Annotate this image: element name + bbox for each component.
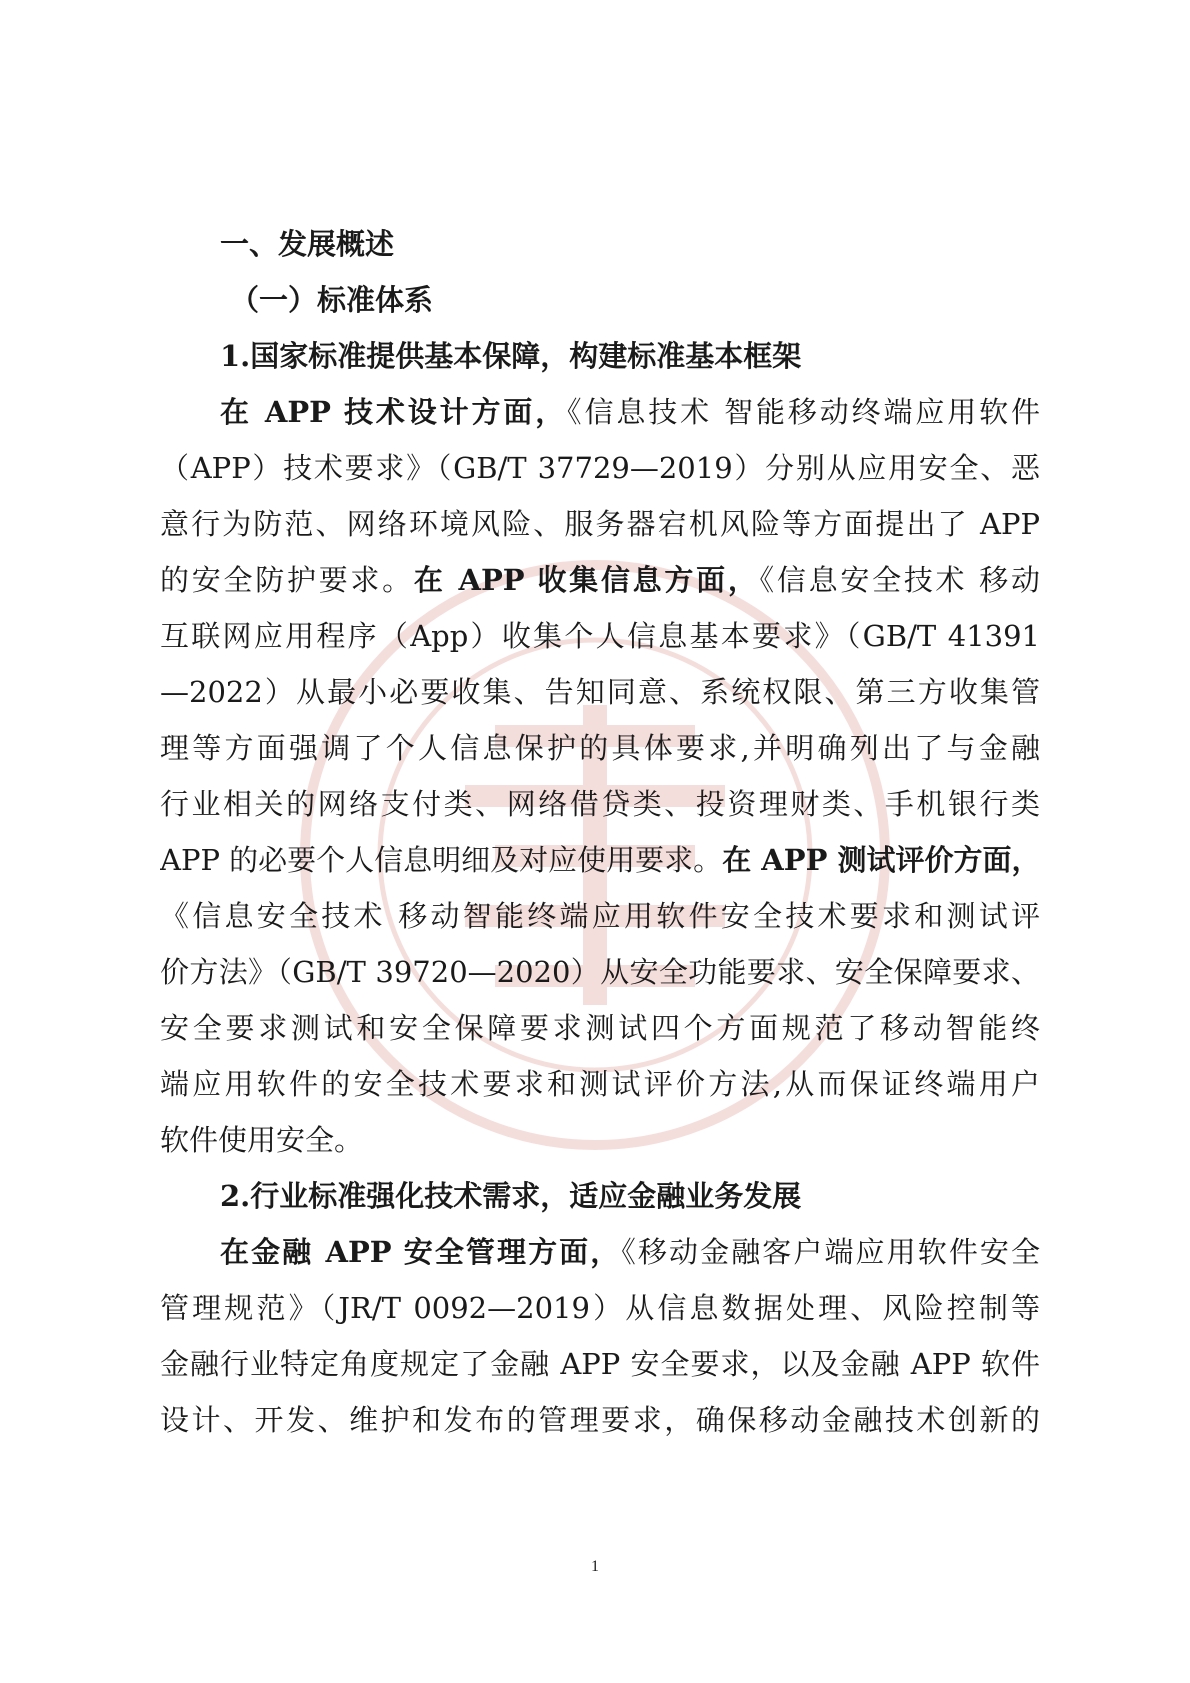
heading-level-2: （一）标准体系 — [230, 283, 434, 317]
body-text: 行业相关的网络支付类、网络借贷类、投资理财类、手机银行类 — [160, 787, 1040, 821]
paragraph-line — [160, 832, 1040, 888]
body-text: 软件使用安全。 — [160, 1123, 364, 1157]
heading-level-1: 一、发展概述 — [220, 227, 395, 261]
section-1-title: 1.国家标准提供基本保障，构建标准基本框架 — [220, 339, 802, 373]
emphasis-text: 在 APP 技术设计方面， — [220, 395, 568, 429]
paragraph-line — [160, 720, 1040, 776]
paragraph-line — [160, 944, 1040, 1000]
paragraph-line — [160, 1392, 1040, 1448]
paragraph-line — [160, 384, 1040, 440]
paragraph-line — [160, 552, 1040, 608]
body-text: 《信息安全技术 移动智能终端应用软件安全技术要求和测试评 — [160, 899, 1040, 933]
paragraph-line — [160, 1224, 1040, 1280]
paragraph-line — [160, 608, 1040, 664]
section-2-title: 2.行业标准强化技术需求，适应金融业务发展 — [220, 1179, 802, 1213]
body-text: APP 的必要个人信息明细及对应使用要求。 — [160, 843, 723, 877]
body-text: 互联网应用程序（App）收集个人信息基本要求》（GB/T 41391 — [160, 619, 1040, 653]
body-text: （APP）技术要求》（GB/T 37729—2019）分别从应用安全、恶 — [160, 451, 1040, 485]
paragraph-line — [160, 1280, 1040, 1336]
body-text: 意行为防范、网络环境风险、服务器宕机风险等方面提出了 APP — [160, 507, 1040, 541]
paragraph-line — [160, 1056, 1040, 1112]
paragraph-line — [160, 1336, 1040, 1392]
paragraph-line — [160, 496, 1040, 552]
body-text: 设计、开发、维护和发布的管理要求，确保移动金融技术创新的 — [160, 1403, 1040, 1437]
body-text: 《移动金融客户端应用软件安全 — [621, 1235, 1040, 1269]
paragraph-line — [160, 888, 1040, 944]
body-text: 《信息安全技术 移动 — [759, 563, 1040, 597]
section-1-paragraph — [160, 384, 1040, 1168]
paragraph-line — [160, 440, 1040, 496]
page-number: 1 — [591, 1558, 599, 1575]
body-text: —2022）从最小必要收集、告知同意、系统权限、第三方收集管 — [160, 675, 1040, 709]
section-2-paragraph — [160, 1224, 1040, 1448]
document-body — [160, 216, 1040, 1448]
body-text: 安全要求测试和安全保障要求测试四个方面规范了移动智能终 — [160, 1011, 1040, 1045]
emphasis-text: 在金融 APP 安全管理方面， — [220, 1235, 622, 1269]
body-text: 端应用软件的安全技术要求和测试评价方法,从而保证终端用户 — [160, 1067, 1040, 1101]
paragraph-line — [160, 776, 1040, 832]
body-text: 金融行业特定角度规定了金融 APP 安全要求，以及金融 APP 软件 — [160, 1347, 1040, 1381]
body-text: 价方法》（GB/T 39720—2020）从安全功能要求、安全保障要求、 — [160, 955, 1040, 989]
body-text: 管理规范》（JR/T 0092—2019）从信息数据处理、风险控制等 — [160, 1291, 1040, 1325]
body-text: 理等方面强调了个人信息保护的具体要求,并明确列出了与金融 — [160, 731, 1040, 765]
body-text: 的安全防护要求。 — [160, 563, 414, 597]
paragraph-line — [160, 1000, 1040, 1056]
paragraph-line — [160, 1112, 1040, 1168]
emphasis-text: 在 APP 测试评价方面， — [722, 843, 1040, 877]
body-text: 《信息技术 智能移动终端应用软件 — [567, 395, 1040, 429]
emphasis-text: 在 APP 收集信息方面， — [413, 563, 760, 597]
paragraph-line — [160, 664, 1040, 720]
